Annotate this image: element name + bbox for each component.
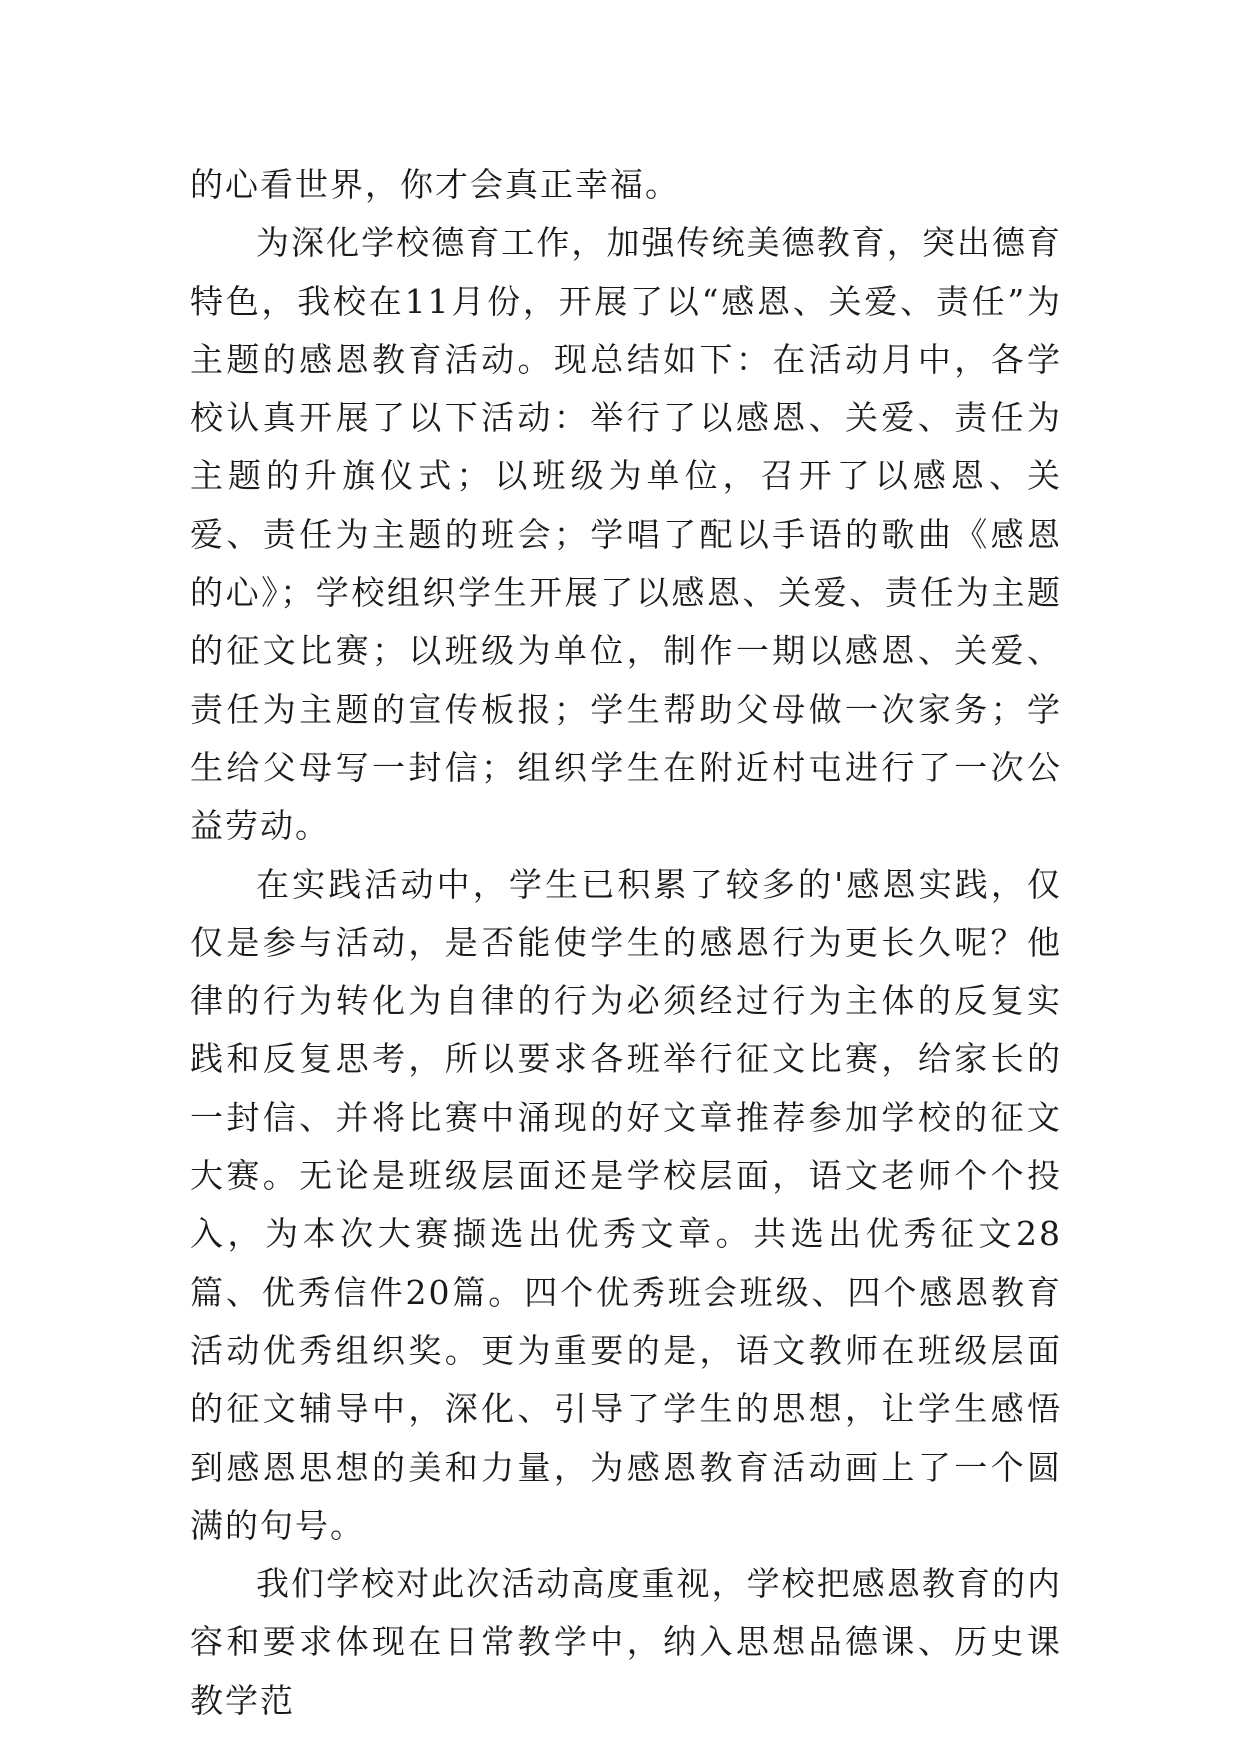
paragraph-school-emphasis: 我们学校对此次活动高度重视，学校把感恩教育的内容和要求体现在日常教学中，纳入思想品德课、历史课教学范 xyxy=(190,1564,1062,1720)
paragraph-activity-overview: 为深化学校德育工作，加强传统美德教育，突出德育特色，我校在11月份，开展了以“感恩、关爱、责任”为主题的感恩教育活动。现总结如下：在活动月中，各学校认真开展了以下活动：举行了以感恩、关爱、责任为主题的升旗仪式；以班级为单位，召开了以感恩、关爱、责任为主题的班会；学唱了配以手语的歌曲《感恩的心》；学校组织学生开展了以感恩、关爱、责任为主题的征文比赛；以班级为单位，制作一期以感恩、关爱、责任为主题的宣传板报；学生帮助父母做一次家务；学生给父母写一封信；组织学生在附近村屯进行了一次公益劳动。 xyxy=(190,223,1062,846)
document-body xyxy=(190,156,1062,1730)
paragraph-continuation: 的心看世界，你才会真正幸福。 xyxy=(190,165,680,204)
paragraph-practice-reflection: 在实践活动中，学生已积累了较多的'感恩实践，仅仅是参与活动，是否能使学生的感恩行为更长久呢？他律的行为转化为自律的行为必须经过行为主体的反复实践和反复思考，所以要求各班举行征文比赛，给家长的一封信、并将比赛中涌现的好文章推荐参加学校的征文大赛。无论是班级层面还是学校层面，语文老师个个投入，为本次大赛撷选出优秀文章。共选出优秀征文28篇、优秀信件20篇。四个优秀班会班级、四个感恩教育活动优秀组织奖。更为重要的是，语文教师在班级层面的征文辅导中，深化、引导了学生的思想，让学生感悟到感恩思想的美和力量，为感恩教育活动画上了一个圆满的句号。 xyxy=(190,864,1062,1545)
